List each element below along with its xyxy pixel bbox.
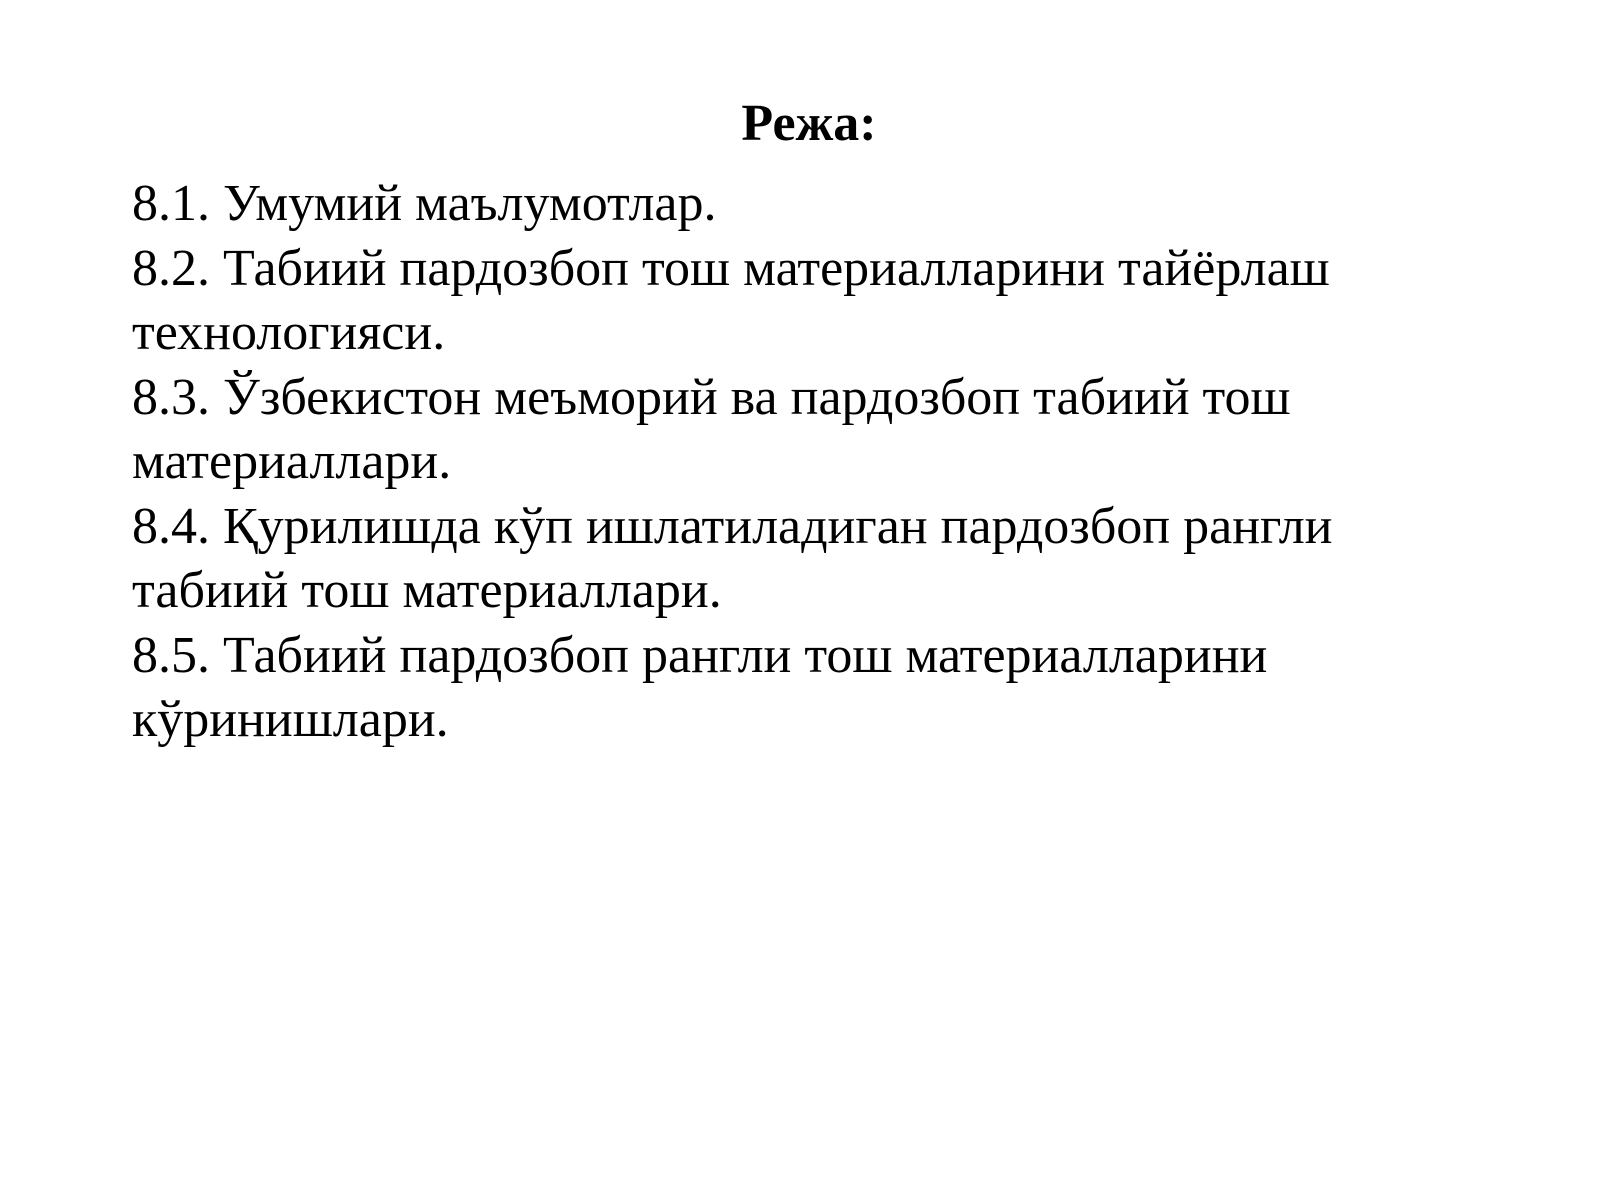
item-text: Умумий маълумотлар. bbox=[223, 175, 717, 232]
list-item bbox=[132, 624, 1462, 753]
item-text: Ўзбекистон меъморий ва пардозбоп табиий тош материаллари. bbox=[132, 368, 1291, 490]
item-number: 8.1. bbox=[132, 175, 210, 232]
item-text: Табиий пардозбоп рангли тош материалларини кўринишлари. bbox=[132, 626, 1268, 748]
plan-list bbox=[132, 172, 1462, 753]
item-number: 8.4. bbox=[132, 497, 210, 555]
list-item bbox=[132, 237, 1462, 366]
item-text: Қурилишда кўп ишлатиладиган пардозбоп рангли табиий тош материаллари. bbox=[132, 497, 1333, 619]
slide-title: Режа: bbox=[741, 95, 877, 152]
item-number: 8.3. bbox=[132, 368, 210, 426]
item-number: 8.2. bbox=[132, 239, 210, 297]
item-number: 8.5. bbox=[132, 626, 210, 684]
list-item bbox=[132, 495, 1462, 624]
list-item bbox=[132, 366, 1462, 495]
item-text: Табиий пардозбоп тош материалларини тайёрлаш технологияси. bbox=[132, 239, 1330, 361]
list-item bbox=[132, 172, 1462, 237]
